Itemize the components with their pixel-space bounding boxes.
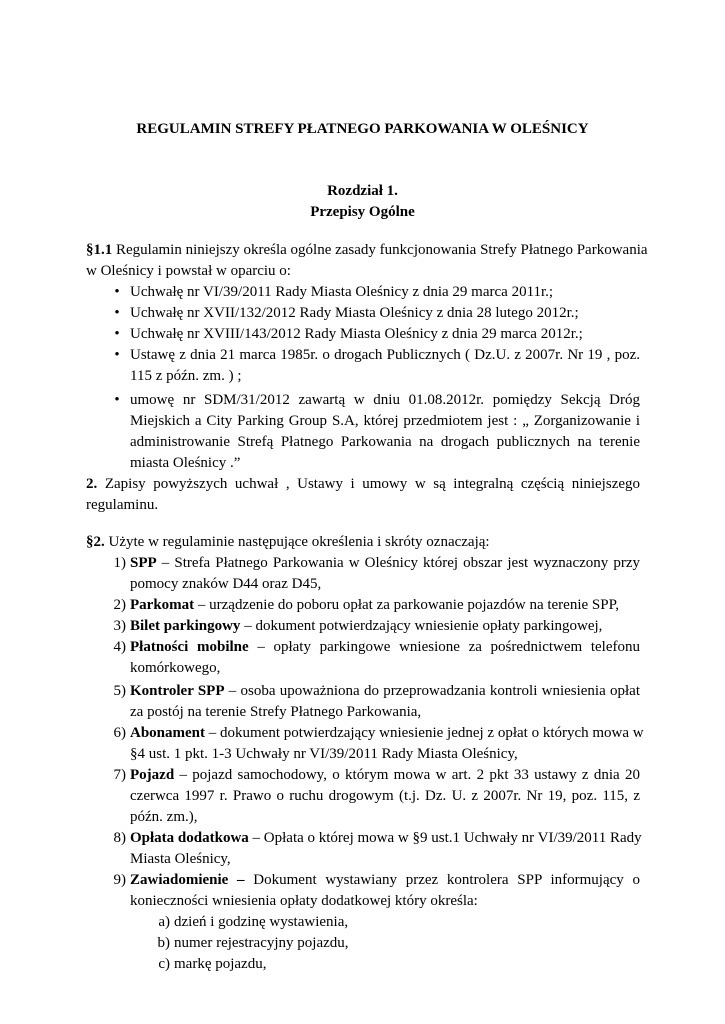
list-number: 9) [113, 872, 126, 888]
definition-term: SPP [130, 555, 157, 571]
bullet-icon: • [114, 284, 120, 300]
document-title: REGULAMIN STREFY PŁATNEGO PARKOWANIA W OLEŚNICY [136, 121, 589, 137]
definition-item: Opłata dodatkowa – Opłata o której mowa w §9 ust.1 Uchwały nr VI/39/2011 Rady [130, 830, 642, 846]
paragraph-2-line: regulaminu. [86, 497, 159, 513]
definition-item: Abonament – dokument potwierdzający wniesienie jednej z opłat o których mowa w [130, 725, 644, 741]
section-number: §2. [86, 534, 105, 550]
list-number: 7) [113, 767, 126, 783]
bullet-icon: • [114, 392, 120, 408]
definition-term: Opłata dodatkowa [130, 830, 249, 846]
list-item-continuation: administrowanie Strefą Płatnego Parkowania na drogach publicznych na terenie [130, 434, 640, 450]
list-item: Uchwałę nr XVIII/143/2012 Rady Miasta Oleśnicy z dnia 29 marca 2012r.; [130, 326, 583, 342]
sublist-item: dzień i godzinę wystawienia, [174, 914, 349, 930]
bullet-icon: • [114, 347, 120, 363]
list-number: 8) [113, 830, 126, 846]
definition-term: Pojazd [130, 767, 175, 783]
list-item: Uchwałę nr VI/39/2011 Rady Miasta Oleśnicy z dnia 29 marca 2011r.; [130, 284, 554, 300]
list-number: 1) [113, 555, 126, 571]
list-item-continuation: miasta Oleśnicy .” [130, 455, 241, 471]
definition-item: Bilet parkingowy – dokument potwierdzający wniesienie opłaty parkingowej, [130, 618, 603, 634]
list-item: Ustawę z dnia 21 marca 1985r. o drogach Publicznych ( Dz.U. z 2007r. Nr 19 , poz. [130, 347, 640, 363]
paragraph-2-line: 2. Zapisy powyższych uchwał , Ustawy i umowy w są integralną częścią niniejszego [86, 476, 641, 492]
definition-term: Kontroler SPP [130, 683, 225, 699]
list-number: 2) [113, 597, 126, 613]
list-number: 4) [113, 639, 126, 655]
section-number: §1.1 [86, 242, 113, 258]
definition-term: Abonament [130, 725, 206, 741]
definition-continuation: czerwca 1997 r. Prawo o ruchu drogowym (t.j. Dz. U. z 2007r. Nr 19, poz. 115, z [130, 788, 640, 804]
list-number: 6) [113, 725, 126, 741]
chapter-number: Rozdział 1. [327, 183, 398, 199]
definition-term: Zawiadomienie – [130, 872, 245, 888]
list-number: 5) [113, 683, 126, 699]
definition-item: Kontroler SPP – osoba upoważniona do przeprowadzania kontroli wniesienia opłat [130, 683, 640, 699]
list-item-continuation: 115 z późn. zm. ) ; [130, 368, 242, 384]
section-1-1-line: §1.1 Regulamin niniejszy określa ogólne zasady funkcjonowania Strefy Płatnego Parkowania [86, 242, 648, 258]
section-2-intro: §2. Użyte w regulaminie następujące określenia i skróty oznaczają: [86, 534, 490, 550]
definition-continuation: późn. zm.), [130, 809, 198, 825]
bullet-icon: • [114, 305, 120, 321]
chapter-title: Przepisy Ogólne [310, 204, 415, 220]
sublist-letter: a) [158, 914, 170, 930]
definition-item: Płatności mobilne – opłaty parkingowe wniesione za pośrednictwem telefonu [130, 639, 640, 655]
definition-item: Parkomat – urządzenie do poboru opłat za parkowanie pojazdów na terenie SPP, [130, 597, 620, 613]
definition-term: Parkomat [130, 597, 195, 613]
definition-continuation: pomocy znaków D44 oraz D45, [130, 576, 322, 592]
definition-continuation: konieczności wniesienia opłaty dodatkowej który określa: [130, 893, 478, 909]
definition-continuation: §4 ust. 1 pkt. 1-3 Uchwały nr VI/39/2011 Rady Miasta Oleśnicy, [130, 746, 518, 762]
list-item-continuation: Miejskich a City Parking Group S.A, której przedmiotem jest : „ Zorganizowanie i [130, 413, 640, 429]
list-number: 3) [113, 618, 126, 634]
sublist-letter: c) [158, 956, 170, 972]
paragraph-number: 2. [86, 476, 98, 492]
definition-term: Bilet parkingowy [130, 618, 241, 634]
definition-term: Płatności mobilne [130, 639, 249, 655]
bullet-icon: • [114, 326, 120, 342]
sublist-item: numer rejestracyjny pojazdu, [174, 935, 349, 951]
definition-continuation: Miasta Oleśnicy, [130, 851, 231, 867]
sublist-letter: b) [157, 935, 170, 951]
section-1-1-line: w Oleśnicy i powstał w oparciu o: [86, 263, 291, 279]
list-item: umowę nr SDM/31/2012 zawartą w dniu 01.08.2012r. pomiędzy Sekcją Dróg [130, 392, 640, 408]
definition-continuation: komórkowego, [130, 660, 221, 676]
sublist-item: markę pojazdu, [174, 956, 267, 972]
definition-item: SPP – Strefa Płatnego Parkowania w Oleśnicy której obszar jest wyznaczony przy [130, 555, 640, 571]
definition-item: Zawiadomienie – Dokument wystawiany przez kontrolera SPP informujący o [130, 872, 640, 888]
definition-continuation: za postój na terenie Strefy Płatnego Parkowania, [130, 704, 422, 720]
definition-item: Pojazd – pojazd samochodowy, o którym mowa w art. 2 pkt 33 ustawy z dnia 20 [130, 767, 640, 783]
list-item: Uchwałę nr XVII/132/2012 Rady Miasta Oleśnicy z dnia 28 lutego 2012r.; [130, 305, 579, 321]
